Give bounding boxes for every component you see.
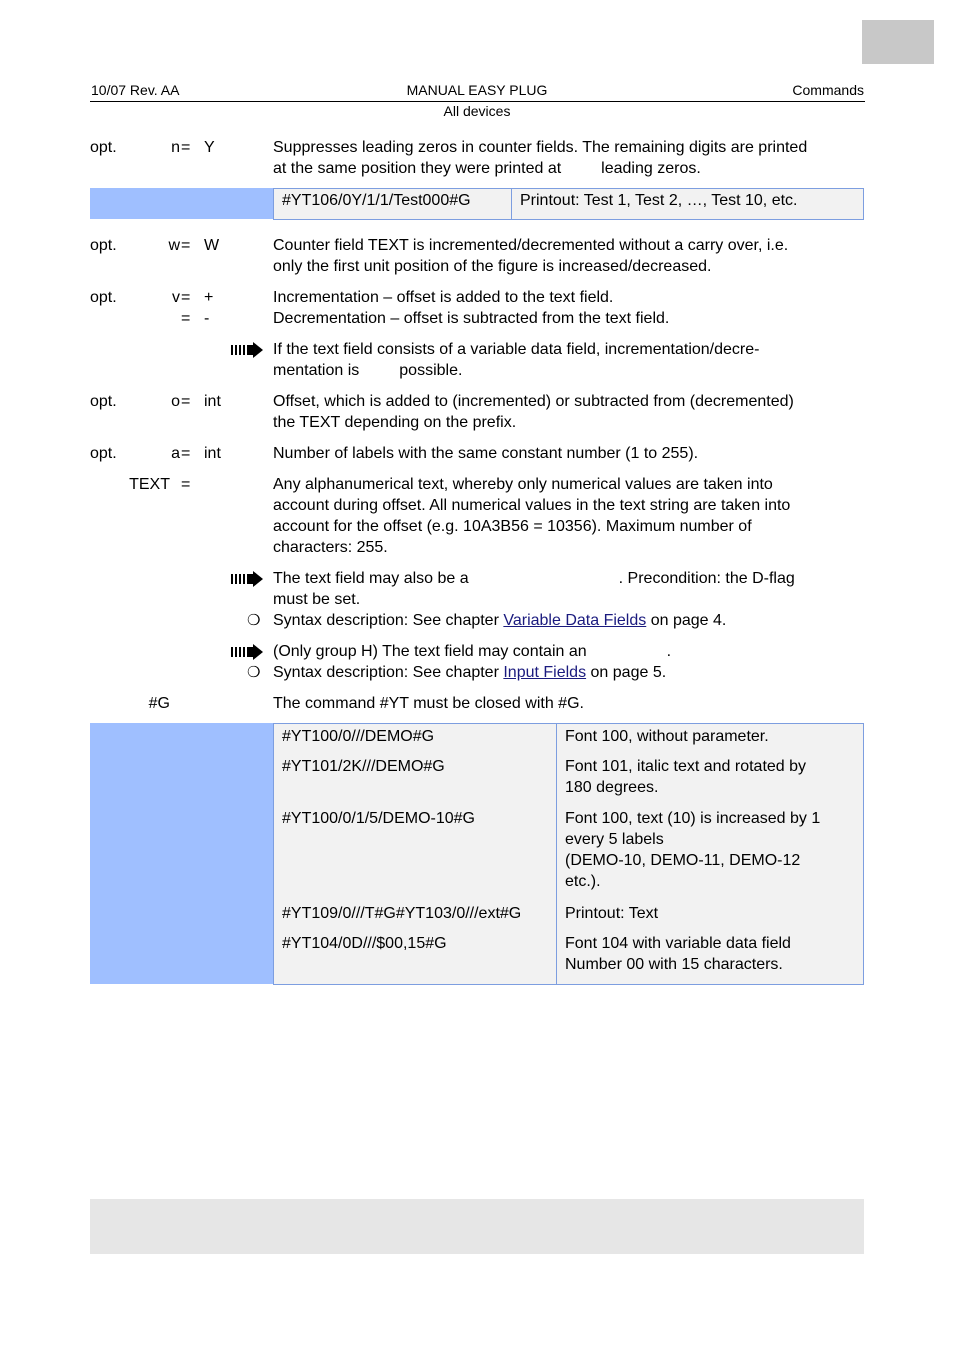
example-code: #YT109/0///T#G#YT103/0///ext#G xyxy=(282,905,522,922)
param-name: #G xyxy=(148,695,170,712)
examples-label-bar xyxy=(90,723,273,984)
example-code: #YT104/0D///$00,15#G xyxy=(282,935,447,952)
note-text: The text field may also be a . Precondition: the D-flag must be set. Syntax description: See chapter Variable Data Fields on page 4. xyxy=(273,570,795,629)
link-input-fields[interactable]: Input Fields xyxy=(503,664,587,681)
param-value: W xyxy=(204,237,220,254)
example-result: Font 100, text (10) is increased by 1 every 5 labels (DEMO-10, DEMO-11, DEMO-12 etc.). xyxy=(565,810,821,890)
param-value: - xyxy=(204,310,210,327)
note-text: (Only group H) The text field may contain an . Syntax description: See chapter Input Fields on page 5. xyxy=(273,643,672,681)
param-eq: = xyxy=(181,393,191,410)
param-description: Offset, which is added to (incremented) or subtracted from (decremented) the TEXT depending on the prefix. xyxy=(273,393,794,431)
example-result: Printout: Text xyxy=(565,905,659,922)
param-description: Incrementation – offset is added to the text field. Decrementation – offset is subtracted from the text field. xyxy=(273,289,670,327)
param-name: w xyxy=(168,237,180,254)
note-arrow-icon xyxy=(231,644,263,660)
param-opt: opt. xyxy=(90,139,117,156)
header-title: MANUAL EASY PLUG xyxy=(406,82,548,98)
header-subtitle: All devices xyxy=(443,103,511,119)
param-name: TEXT xyxy=(129,476,170,493)
param-description: Suppresses leading zeros in counter fields. The remaining digits are printed at the same position they were printed at leading zeros. xyxy=(273,139,808,177)
example-result: Font 104 with variable data field Number 00 with 15 characters. xyxy=(565,935,791,973)
example-result: Font 100, without parameter. xyxy=(565,728,769,745)
circle-bullet-icon: ❍ xyxy=(247,664,261,681)
param-eq: = xyxy=(181,289,191,306)
example-code: #YT100/0/1/5/DEMO-10#G xyxy=(282,810,475,827)
example-table xyxy=(273,188,864,220)
circle-bullet-icon: ❍ xyxy=(247,612,261,629)
param-eq: = xyxy=(181,476,191,493)
example-code: #YT100/0///DEMO#G xyxy=(282,728,435,745)
param-description: The command #YT must be closed with #G. xyxy=(273,695,584,712)
param-name: v xyxy=(172,289,180,306)
note-text: If the text field consists of a variable data field, incrementation/decre- mentation is possible. xyxy=(273,341,760,379)
param-value: int xyxy=(204,445,221,462)
param-value: + xyxy=(204,289,214,306)
header-rule xyxy=(90,101,865,102)
param-description: Any alphanumerical text, whereby only numerical values are taken into account during offset. All numerical values in the text string are taken into account for the offset (e.g. 10A3B56 = 10356). Maximum number of characters: 255. xyxy=(273,476,791,556)
param-value: Y xyxy=(204,139,215,156)
example-label-bar xyxy=(90,188,273,219)
param-eq: = xyxy=(181,139,191,156)
param-eq: = xyxy=(181,445,191,462)
param-description: Counter field TEXT is incremented/decremented without a carry over, i.e. only the first unit position of the figure is increased/decreased. xyxy=(273,237,789,275)
param-name: n xyxy=(171,139,180,156)
header-revision: 10/07 Rev. AA xyxy=(91,82,180,98)
note-arrow-icon xyxy=(231,342,263,358)
example-result: Font 101, italic text and rotated by 180 degrees. xyxy=(565,758,807,796)
corner-tab xyxy=(862,20,934,64)
param-eq: = xyxy=(181,310,191,327)
param-eq: = xyxy=(181,237,191,254)
link-variable-data-fields[interactable]: Variable Data Fields xyxy=(503,612,647,629)
footer-bar xyxy=(90,1199,864,1254)
param-value: int xyxy=(204,393,221,410)
param-description: Number of labels with the same constant number (1 to 255). xyxy=(273,445,699,462)
param-opt: opt. xyxy=(90,237,117,254)
param-name: o xyxy=(171,393,180,410)
param-opt: opt. xyxy=(90,445,117,462)
param-name: a xyxy=(171,445,180,462)
examples-table xyxy=(273,723,864,985)
header-section: Commands xyxy=(792,82,864,98)
note-arrow-icon xyxy=(231,571,263,587)
example-code: #YT101/2K///DEMO#G xyxy=(282,758,445,775)
param-opt: opt. xyxy=(90,393,117,410)
param-opt: opt. xyxy=(90,289,117,306)
example-code: #YT106/0Y/1/1/Test000#G xyxy=(282,192,471,209)
example-result: Printout: Test 1, Test 2, …, Test 10, etc. xyxy=(520,192,798,209)
